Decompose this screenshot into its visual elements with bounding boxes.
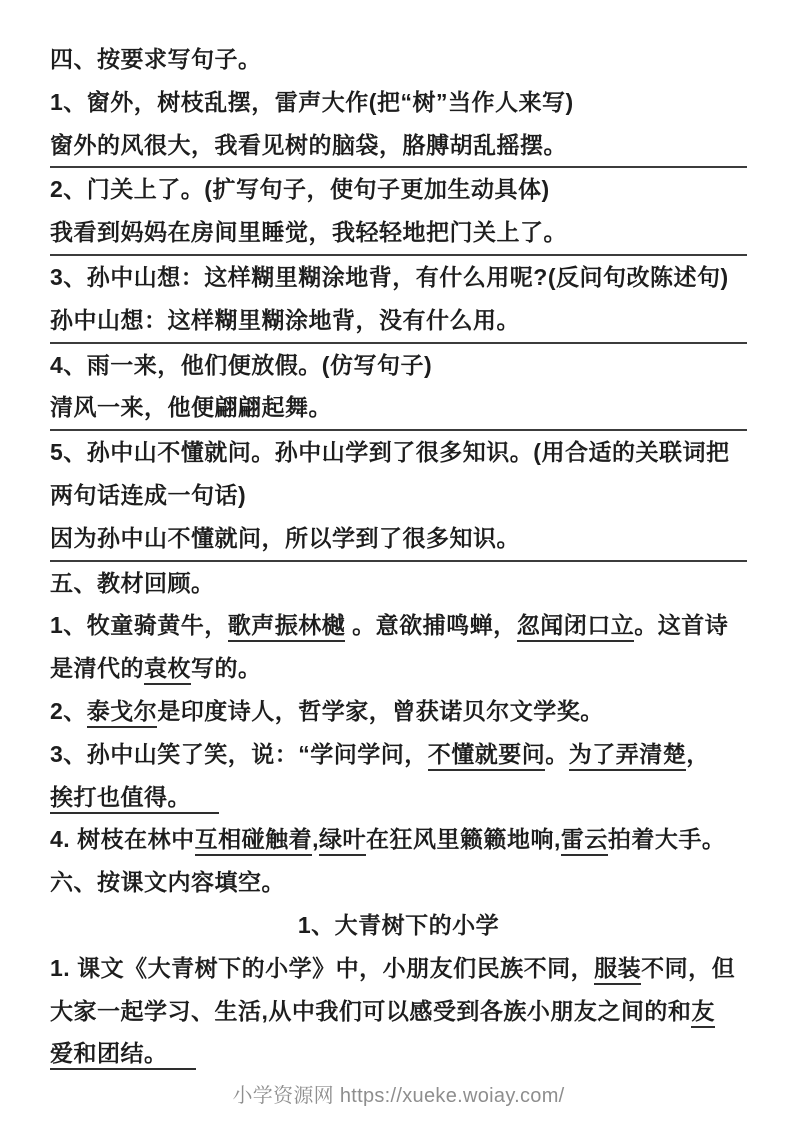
underlined-answer-segment: 绿叶 [319, 826, 366, 856]
underlined-answer-segment: 友 [691, 998, 715, 1028]
text-segment: 在狂风里籁籁地响, [365, 826, 561, 853]
section-4-answer-3: 孙中山想：这样糊里糊涂地背，没有什么用。 [50, 299, 747, 344]
text-segment: 1. 课文《大青树下的小学》中，小朋友们民族不同， [50, 954, 595, 981]
text-segment: 1、牧童骑黄牛， [50, 612, 228, 639]
section-6-lesson-subtitle: 1、大青树下的小学 [297, 911, 500, 938]
underlined-answer-segment: 不懂就要问 [428, 741, 546, 771]
underlined-answer-segment: 互相碰触着 [195, 826, 313, 856]
underlined-answer-segment: 服装 [594, 955, 641, 985]
section-4-answer-2: 我看到妈妈在房间里睡觉，我轻轻地把门关上了。 [50, 211, 747, 256]
section-5-item-1-line-2 [50, 647, 747, 690]
underlined-answer-segment: 为了弄清楚 [569, 741, 687, 771]
section-4-heading: 四、按要求写句子。 [50, 46, 262, 72]
section-4-question-5-line-2: 两句话连成一句话) [50, 481, 247, 508]
underlined-answer-segment: 挨打也值得。 [50, 784, 219, 814]
underlined-answer-segment: 泰戈尔 [87, 698, 158, 728]
section-4-question-3: 3、孙中山想：这样糊里糊涂地背，有什么用呢?(反问句改陈述句) [50, 263, 729, 290]
text-segment: 。 [545, 740, 569, 767]
text-segment: 是印度诗人，哲学家，曾获诺贝尔文学奖。 [157, 697, 604, 724]
section-6-heading: 六、按课文内容填空。 [50, 869, 285, 896]
section-4-answer-5: 因为孙中山不懂就问，所以学到了很多知识。 [50, 517, 747, 562]
underlined-answer-segment: 歌声振林樾 [228, 612, 346, 642]
underlined-answer-segment: 雷云 [561, 826, 608, 856]
section-6-paragraph-line-2 [50, 990, 747, 1033]
text-segment: 是清代的 [50, 655, 144, 682]
text-segment: , [312, 826, 319, 853]
section-5-item-4 [50, 818, 747, 861]
text-segment: 。这首诗 [634, 612, 729, 639]
section-5-heading: 五、教材回顾。 [50, 569, 215, 596]
section-4-question-1: 1、窗外，树枝乱摆，雷声大作(把“树”当作人来写) [50, 88, 574, 115]
section-5-item-3-line-1 [50, 733, 747, 776]
section-5-item-3-line-2 [50, 776, 747, 819]
text-segment: 拍着大手。 [607, 826, 726, 853]
section-4-question-2: 2、门关上了。(扩写句子，使句子更加生动具体) [50, 176, 550, 203]
section-4-question-4: 4、雨一来，他们便放假。(仿写句子) [50, 351, 433, 378]
section-6-paragraph-line-3 [50, 1032, 747, 1075]
text-segment: 大家一起学习、生活,从中我们可以感受到各族小朋友之间的和 [50, 997, 692, 1024]
footer-watermark: 小学资源网 https://xueke.woiay.com/ [232, 1085, 565, 1108]
underlined-answer-segment: 忽闻闭口立 [517, 612, 635, 642]
section-5-item-1-line-1 [50, 604, 747, 647]
text-segment: ， [686, 740, 710, 767]
text-segment: 不同，但 [641, 954, 736, 981]
text-segment: 。意欲捕鸣蝉， [345, 612, 517, 639]
section-4-answer-1: 窗外的风很大，我看见树的脑袋，胳膊胡乱摇摆。 [50, 124, 747, 169]
section-4-answer-4: 清风一来，他便翩翩起舞。 [50, 386, 747, 431]
underlined-answer-segment: 爱和团结。 [50, 1040, 196, 1070]
text-segment: 4. 树枝在林中 [50, 826, 195, 853]
section-4-question-5-line-1: 5、孙中山不懂就问。孙中山学到了很多知识。(用合适的关联词把 [50, 439, 730, 466]
section-6-paragraph-line-1 [50, 947, 747, 990]
text-segment: 写的。 [191, 655, 262, 682]
underlined-answer-segment: 袁枚 [144, 655, 191, 685]
text-segment: 3、孙中山笑了笑，说：“学问学问， [50, 740, 428, 767]
text-segment: 2、 [50, 697, 87, 724]
section-5-item-2 [50, 690, 747, 733]
